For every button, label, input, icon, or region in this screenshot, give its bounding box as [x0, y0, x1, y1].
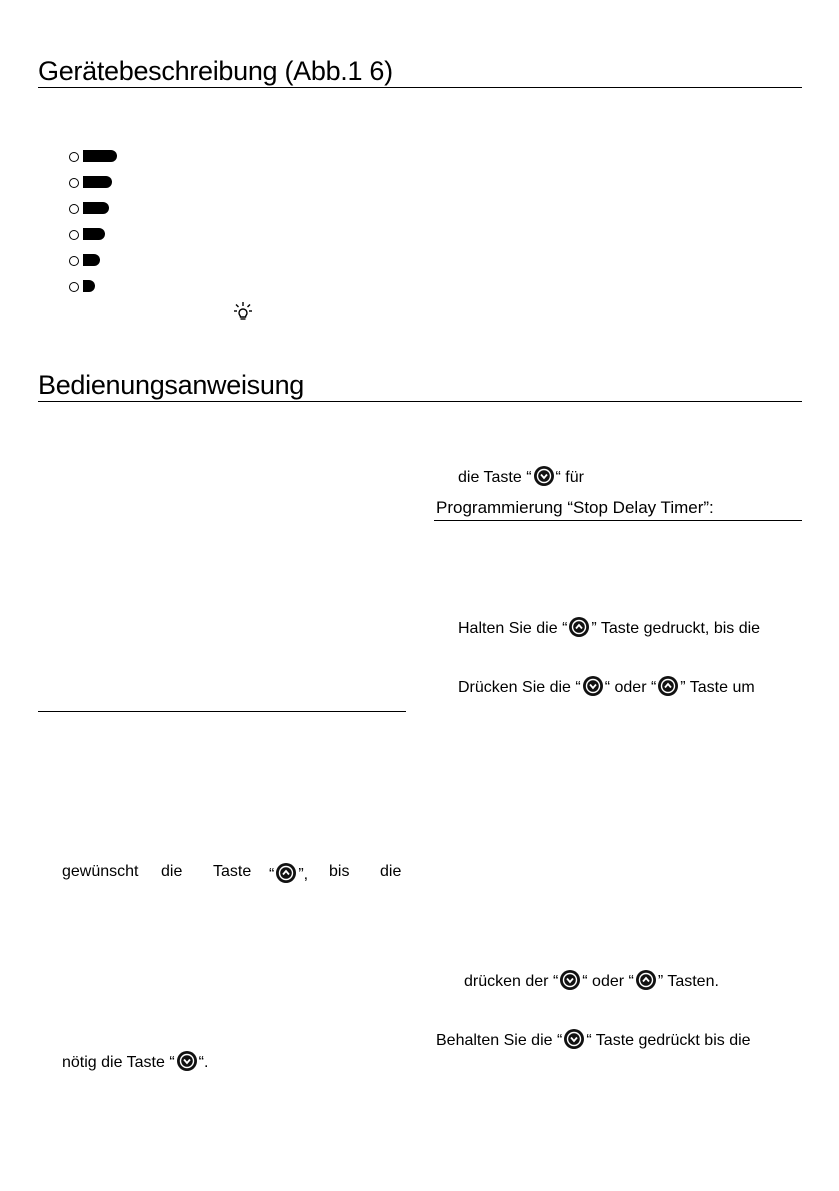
level-indicator-dot	[69, 256, 79, 266]
up-arrow-button-icon	[275, 862, 297, 884]
level-bar	[83, 150, 117, 162]
up-arrow-button-icon	[568, 616, 590, 638]
text-line: Behalten Sie die “ “ Taste gedrückt bis die	[436, 1028, 751, 1051]
down-arrow-button-icon	[533, 465, 555, 487]
left-column-rule	[38, 711, 406, 712]
text-line: Drücken Sie die “ “ oder “ ” Taste um	[458, 675, 755, 698]
light-bulb-icon	[231, 300, 255, 324]
subheading-stop-delay-timer: Programmierung “Stop Delay Timer”:	[436, 498, 714, 517]
section-rule	[38, 401, 802, 402]
down-arrow-button-icon	[559, 969, 581, 991]
down-arrow-button-icon	[176, 1050, 198, 1072]
text-line: nötig die Taste “ “.	[62, 1050, 208, 1073]
section-rule	[38, 87, 802, 88]
text-line: die Taste “ “ für	[458, 465, 584, 488]
up-arrow-button-icon	[635, 969, 657, 991]
subheading-rule	[434, 520, 802, 521]
up-arrow-button-icon	[657, 675, 679, 697]
level-indicator-dot	[69, 204, 79, 214]
level-bar	[83, 202, 109, 214]
level-indicator-dot	[69, 152, 79, 162]
text-line: Halten Sie die “ ” Taste gedruckt, bis die	[458, 616, 760, 639]
text-line: drücken der “ “ oder “ ” Tasten.	[464, 969, 719, 992]
down-arrow-button-icon	[563, 1028, 585, 1050]
level-bar	[83, 176, 112, 188]
down-arrow-button-icon	[582, 675, 604, 697]
section-title-operating-instructions: Bedienungsanweisung	[38, 370, 305, 400]
level-bar	[83, 254, 100, 266]
level-indicator-dot	[69, 282, 79, 292]
level-indicator-dot	[69, 230, 79, 240]
level-bar	[83, 280, 95, 292]
level-bar	[83, 228, 105, 240]
section-title-device-description: Gerätebeschreibung (Abb.1 6)	[38, 56, 393, 86]
level-indicator-dot	[69, 178, 79, 188]
